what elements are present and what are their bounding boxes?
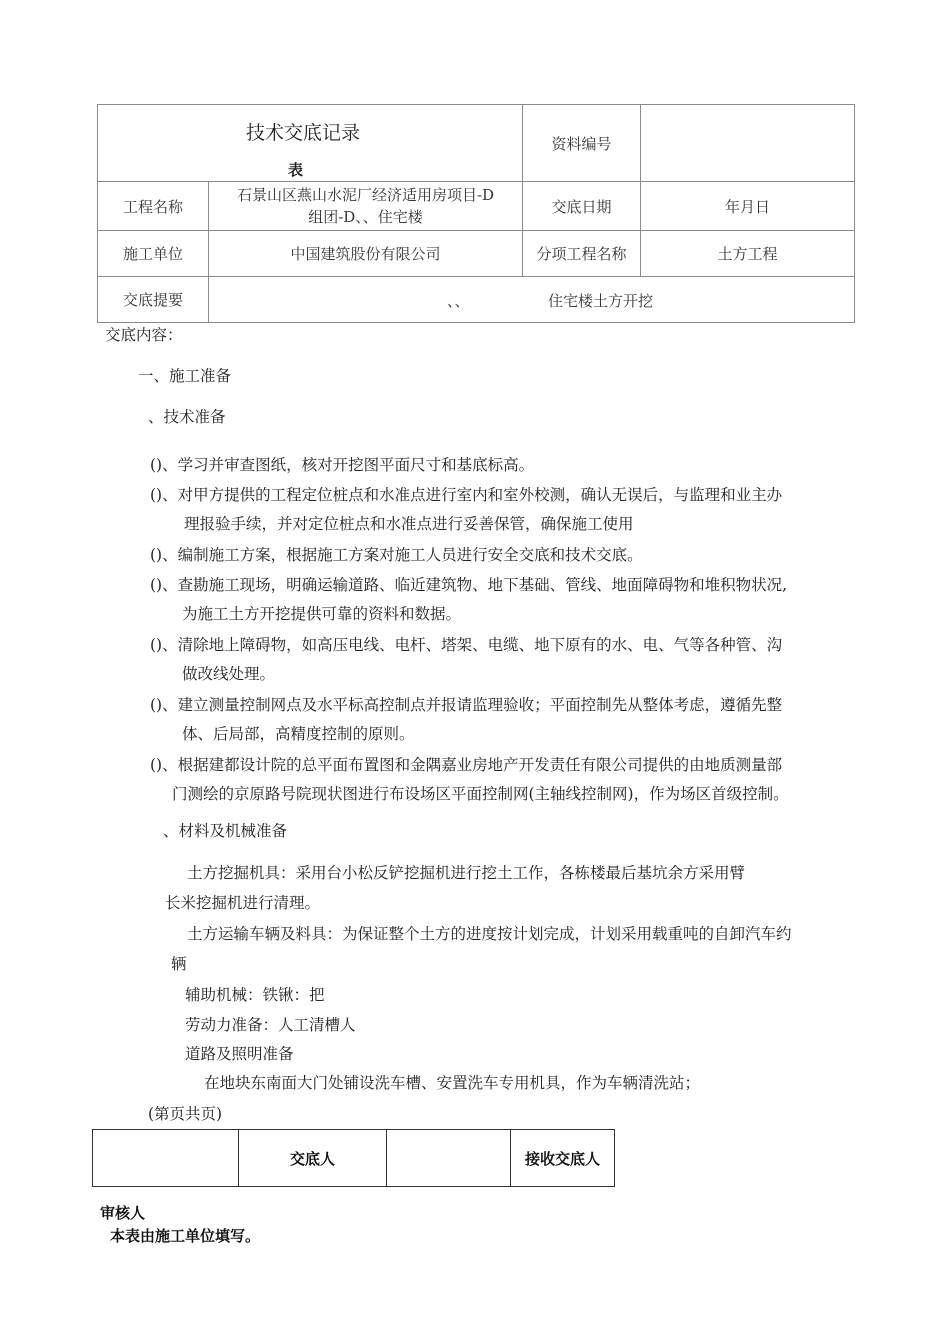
material-labor: 劳动力准备：人工清槽人	[185, 1016, 356, 1034]
content-heading: 交底内容：	[105, 326, 183, 344]
receiver-label: 接收交底人	[511, 1130, 615, 1187]
signature-table	[92, 1129, 615, 1187]
project-name-label: 工程名称	[98, 182, 209, 231]
list-item: ()、学习并审查图纸，核对开挖图平面尺寸和基底标高。	[150, 456, 535, 474]
list-item-continuation: 理报验手续，并对定位桩点和水准点进行妥善保管，确保施工使用	[184, 515, 634, 533]
list-item-continuation: 做改线处理。	[182, 665, 276, 683]
discloser-label: 交底人	[239, 1130, 387, 1187]
material-transport: 土方运输车辆及料具：为保证整个土方的进度按计划完成，计划采用载重吨的自卸汽车约	[187, 925, 792, 943]
project-name-line1: 石景山区燕山水泥厂经济适用房项目-D	[236, 186, 495, 204]
doc-no-label: 资料编号	[523, 105, 641, 182]
form-title: 技术交底记录	[246, 122, 361, 144]
subitem-value: 土方工程	[641, 231, 855, 277]
discloser-signature-field	[387, 1130, 511, 1187]
page-note: (第页共页)	[148, 1105, 223, 1123]
summary-value: 住宅楼土方开挖	[548, 292, 654, 310]
contractor-value: 中国建筑股份有限公司	[209, 231, 523, 277]
summary-label: 交底提要	[98, 277, 209, 323]
project-name-line2: 组团-D、、住宅楼	[308, 208, 423, 226]
contractor-label: 施工单位	[98, 231, 209, 277]
list-item: ()、根据建都设计院的总平面布置图和金隅嘉业房地产开发责任有限公司提供的由地质测量部	[150, 756, 783, 774]
material-excavator-cont: 长米挖掘机进行清理。	[165, 894, 321, 912]
material-excavator: 土方挖掘机具：采用台小松反铲挖掘机进行挖土工作，各栋楼最后基坑余方采用臂	[187, 864, 746, 882]
material-wash-station: 在地块东南面大门处铺设洗车槽、安置洗车专用机具，作为车辆清洗站；	[204, 1074, 701, 1092]
doc-no-value	[641, 105, 855, 182]
material-transport-cont: 辆	[171, 955, 187, 973]
list-item: ()、对甲方提供的工程定位桩点和水准点进行室内和室外校测，确认无误后，与监理和业主办	[150, 486, 783, 504]
list-item-continuation: 门测绘的京原路号院现状图进行布设场区平面控制网(主轴线控制网)，作为场区首级控制。	[172, 785, 789, 803]
list-item-continuation: 为施工土方开挖提供可靠的资料和数据。	[182, 605, 462, 623]
date-label: 交底日期	[523, 182, 641, 231]
disclosure-header-table	[97, 104, 855, 323]
list-item: ()、查勘施工现场，明确运输道路、临近建筑物、地下基础、管线、地面障碍物和堆积物状况,	[150, 576, 788, 594]
summary-prefix: 、、	[447, 292, 470, 310]
section-construction-prep: 一、施工准备	[138, 367, 232, 385]
form-title-suffix: 表	[288, 161, 304, 179]
material-aux-machinery: 辅助机械：铁锹：把	[185, 986, 325, 1004]
summary-cell	[209, 277, 855, 323]
list-item: ()、建立测量控制网点及水平标高控制点并报请监理验收；平面控制先从整体考虑，遵循先整	[150, 696, 783, 714]
list-item: ()、编制施工方案，根据施工方案对施工人员进行安全交底和技术交底。	[150, 546, 643, 564]
signature-blank-cell	[93, 1130, 239, 1187]
reviewer-label: 审核人	[100, 1204, 146, 1222]
material-road-lighting: 道路及照明准备	[185, 1045, 294, 1063]
footer-note: 本表由施工单位填写。	[110, 1227, 261, 1245]
project-name-value	[209, 182, 523, 231]
date-value: 年月日	[641, 182, 855, 231]
list-item-continuation: 体、后局部，高精度控制的原则。	[182, 725, 415, 743]
list-item: ()、清除地上障碍物，如高压电线、电杆、塔架、电缆、地下原有的水、电、气等各种管、沟	[150, 636, 783, 654]
subsection-material-prep: 、材料及机械准备	[163, 822, 288, 840]
subsection-technical-prep: 、技术准备	[148, 408, 226, 426]
subitem-label: 分项工程名称	[523, 231, 641, 277]
form-title-cell	[98, 105, 523, 182]
